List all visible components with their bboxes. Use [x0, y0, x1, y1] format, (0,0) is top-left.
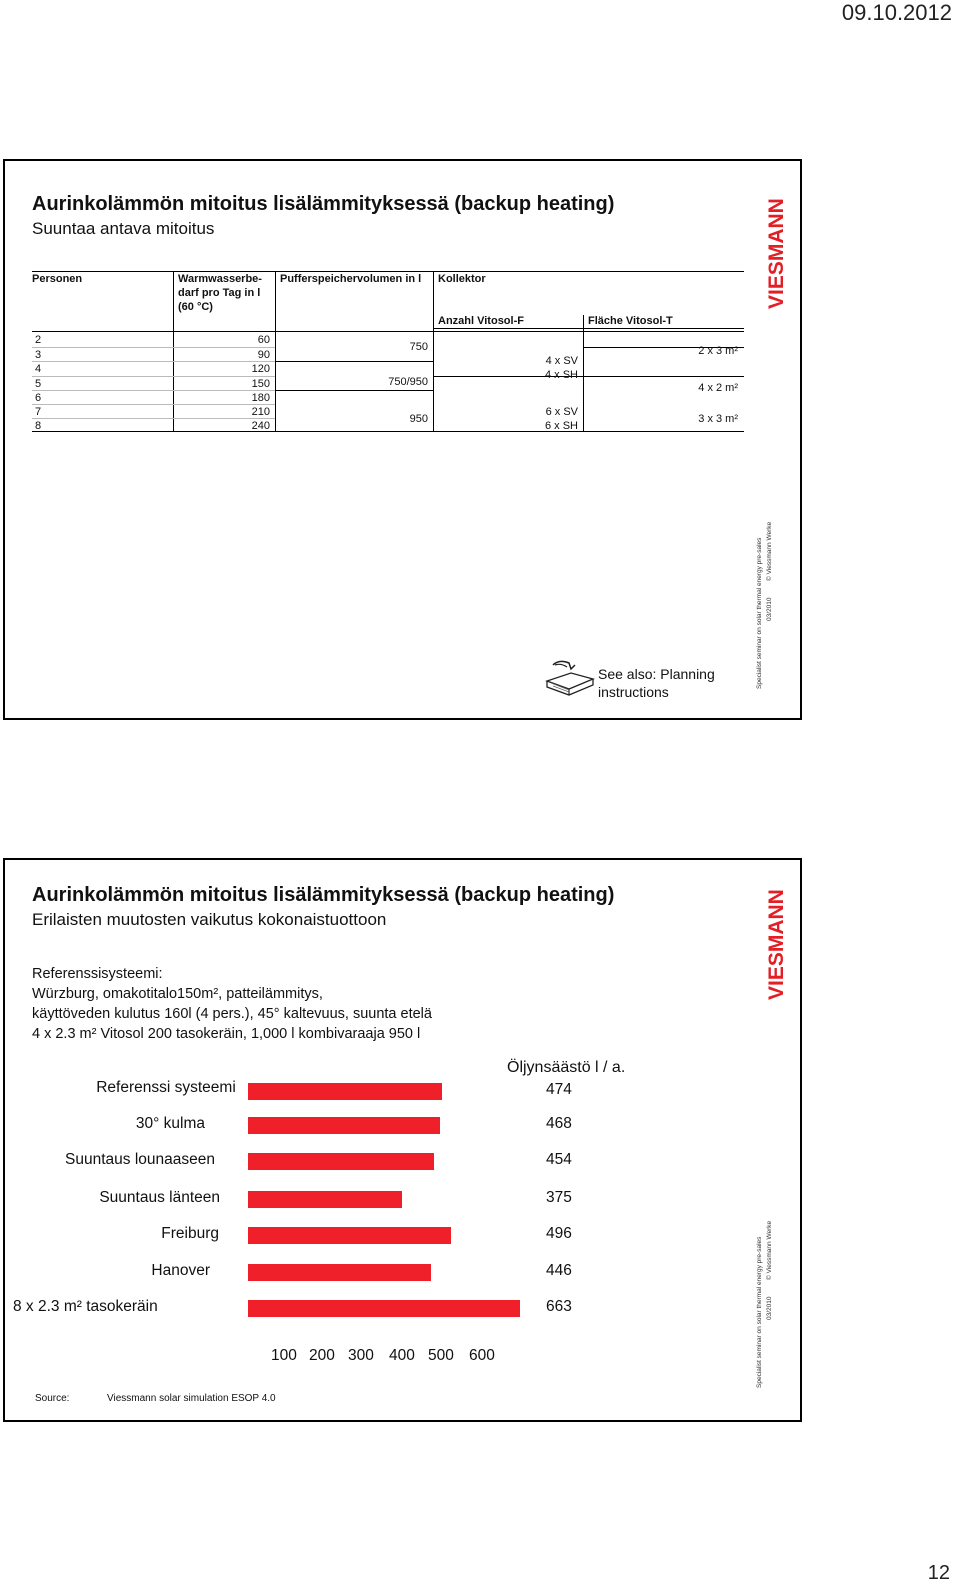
row-line — [173, 376, 275, 377]
row-line — [173, 390, 275, 391]
cell-persons: 4 — [35, 363, 42, 375]
oil-savings-chart — [5, 1055, 745, 1395]
cell-persons: 8 — [35, 420, 42, 432]
reference-system-description — [32, 964, 432, 1044]
header-bottom-line — [32, 331, 744, 332]
footer-side-text — [753, 521, 793, 691]
table-bottom-line — [32, 431, 744, 432]
col-sep-2 — [275, 271, 276, 431]
cell-persons: 7 — [35, 406, 42, 418]
category-label: Freiburg — [161, 1225, 219, 1242]
header-demand-1: Warmwasserbe- — [178, 273, 262, 285]
cell-demand: 120 — [251, 363, 270, 375]
ref-line: 4 x 2.3 m² Vitosol 200 tasokeräin, 1,000 l kombivaraaja 950 l — [32, 1026, 421, 1042]
value-label: 496 — [546, 1225, 572, 1242]
col-sep-3 — [433, 271, 434, 431]
cell-persons: 2 — [35, 334, 42, 346]
bar-lanteen — [248, 1191, 402, 1208]
buffer-sep-1 — [275, 361, 433, 362]
category-label: Referenssi systeemi — [96, 1079, 236, 1096]
x-tick-label: 600 — [469, 1347, 495, 1364]
header-collector: Kollektor — [438, 273, 486, 285]
value-label: 446 — [546, 1262, 572, 1279]
side-line3: © Viessmann Werke — [766, 521, 773, 581]
bar-hanover — [248, 1264, 431, 1281]
row-line — [173, 361, 275, 362]
cell-buffer: 750/950 — [388, 376, 428, 388]
category-label: Suuntaus länteen — [99, 1189, 220, 1206]
bar-lounaaseen — [248, 1153, 434, 1170]
header-demand-2: darf pro Tag in l — [178, 287, 261, 299]
side-line1: Specialist seminar on solar thermal energy pre-sales — [756, 1236, 763, 1388]
see-also-line2: instructions — [598, 684, 669, 700]
x-tick-label: 300 — [348, 1347, 374, 1364]
footer-side-text — [753, 1220, 793, 1390]
row-line — [32, 418, 173, 419]
cell-demand: 240 — [251, 420, 270, 432]
collector-sep-1 — [433, 376, 744, 377]
cell-buffer: 750 — [409, 341, 428, 353]
category-label: 30° kulma — [135, 1115, 205, 1132]
cell-demand: 90 — [257, 349, 270, 361]
ref-line: Referenssisysteemi: — [32, 966, 163, 982]
collector-sub-line — [434, 328, 744, 329]
cell-vitosol-f: 6 x SH — [544, 420, 578, 432]
bar-referenssi — [248, 1083, 442, 1100]
slide-title: Aurinkolämmön mitoitus lisälämmityksessä (backup heating) — [32, 193, 615, 215]
cell-vitosol-t: 4 x 2 m² — [698, 382, 738, 394]
x-tick-label: 400 — [389, 1347, 415, 1364]
row-line — [32, 347, 173, 348]
cell-demand: 180 — [251, 392, 270, 404]
category-label: 8 x 2.3 m² tasokeräin — [13, 1298, 158, 1315]
category-label: Suuntaus lounaaseen — [65, 1151, 215, 1168]
viessmann-logo — [753, 882, 793, 1002]
side-line2: 03/2010 — [766, 597, 773, 621]
slide-sizing-table — [3, 159, 802, 720]
col-sep-4 — [583, 315, 584, 431]
header-vitosol-t: Fläche Vitosol-T — [588, 315, 673, 327]
page-date: 09.10.2012 — [841, 0, 952, 25]
cell-demand: 150 — [251, 378, 270, 390]
source-text: Viessmann solar simulation ESOP 4.0 — [107, 1393, 276, 1404]
ref-line: Würzburg, omakotitalo150m², patteilämmitys, — [32, 986, 323, 1002]
value-label: 474 — [546, 1081, 572, 1098]
cell-demand: 60 — [257, 334, 270, 346]
ref-line: käyttöveden kulutus 160l (4 pers.), 45° kaltevuus, suunta etelä — [32, 1006, 432, 1022]
viessmann-logo — [753, 191, 793, 311]
side-line1: Specialist seminar on solar thermal energy pre-sales — [756, 537, 763, 689]
header-persons: Personen — [32, 273, 83, 285]
logo-text: VIESMANN — [765, 889, 788, 1000]
page-number: 12 — [927, 1562, 950, 1584]
book-pointer-icon — [545, 659, 597, 699]
row-line — [32, 376, 173, 377]
cell-persons: 3 — [35, 349, 42, 361]
cell-vitosol-f: 4 x SH — [544, 369, 578, 381]
cell-demand: 210 — [251, 406, 270, 418]
row-line — [173, 347, 275, 348]
see-also-line1: See also: Planning — [598, 666, 715, 682]
side-line3: © Viessmann Werke — [766, 1220, 773, 1280]
header-demand-3: (60 °C) — [178, 301, 213, 313]
cell-persons: 5 — [35, 378, 42, 390]
cell-vitosol-f: 6 x SV — [545, 406, 578, 418]
col-sep-1 — [173, 271, 174, 431]
chart-title: Öljynsäästö l / a. — [507, 1059, 626, 1076]
row-line — [32, 404, 173, 405]
slide-subtitle: Suuntaa antava mitoitus — [32, 219, 215, 238]
row-line — [32, 390, 173, 391]
x-tick-label: 500 — [428, 1347, 454, 1364]
bar-freiburg — [248, 1227, 451, 1244]
slide-subtitle: Erilaisten muutosten vaikutus kokonaistuottoon — [32, 910, 387, 929]
row-line — [173, 404, 275, 405]
bar-8x23 — [248, 1300, 520, 1317]
bar-30-kulma — [248, 1117, 440, 1134]
row-line — [32, 361, 173, 362]
table-top-line — [32, 271, 744, 272]
value-label: 375 — [546, 1189, 572, 1206]
logo-text: VIESMANN — [765, 198, 788, 309]
header-vitosol-f: Anzahl Vitosol-F — [438, 315, 524, 327]
see-also-note — [598, 665, 715, 701]
cell-vitosol-f: 4 x SV — [545, 355, 578, 367]
value-label: 663 — [546, 1298, 572, 1315]
buffer-sep-2 — [275, 390, 433, 391]
x-tick-label: 100 — [271, 1347, 297, 1364]
cell-vitosol-t: 2 x 3 m² — [698, 345, 738, 357]
value-label: 454 — [546, 1151, 572, 1168]
category-label: Hanover — [151, 1262, 210, 1279]
cell-persons: 6 — [35, 392, 42, 404]
slide-effects-chart — [3, 858, 802, 1422]
value-label: 468 — [546, 1115, 572, 1132]
x-tick-label: 200 — [309, 1347, 335, 1364]
slide-title: Aurinkolämmön mitoitus lisälämmityksessä (backup heating) — [32, 884, 615, 906]
source-label: Source: — [35, 1393, 70, 1404]
cell-vitosol-t: 3 x 3 m² — [698, 413, 738, 425]
header-buffer: Pufferspeichervolumen in l — [280, 273, 422, 285]
row-line — [173, 418, 275, 419]
cell-buffer: 950 — [409, 413, 428, 425]
side-line2: 03/2010 — [766, 1296, 773, 1320]
